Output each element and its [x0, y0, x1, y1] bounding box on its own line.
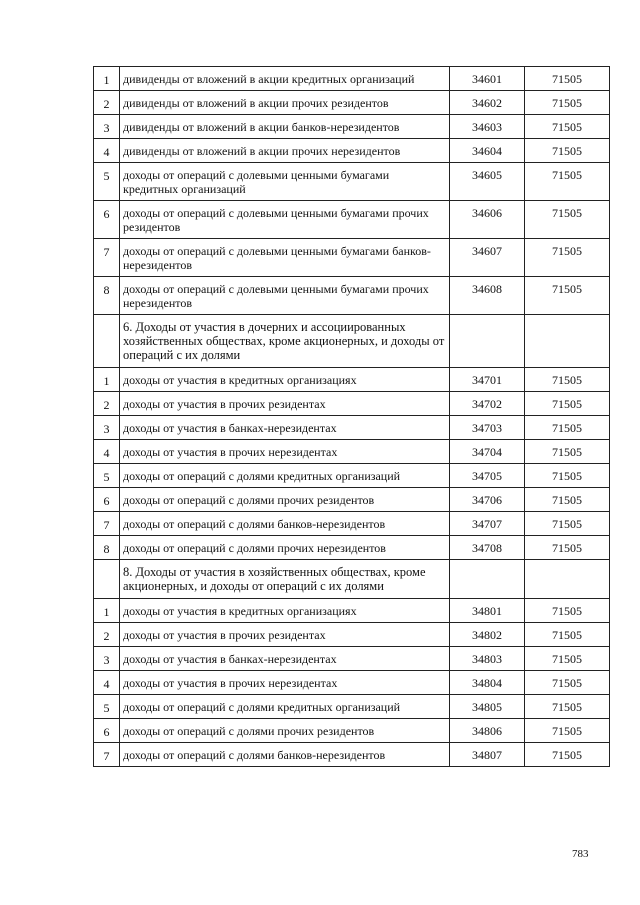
corr-account-cell: [525, 315, 610, 368]
account-number: 34603: [450, 115, 525, 139]
corr-account-number: 71505: [525, 536, 610, 560]
table-row: [94, 647, 610, 671]
corr-account-number: 71505: [525, 392, 610, 416]
corr-account-cell: [525, 560, 610, 599]
accounts-table-body: [94, 67, 610, 767]
section-heading-row: [94, 560, 610, 599]
corr-account-number: 71505: [525, 277, 610, 315]
corr-account-number: 71505: [525, 743, 610, 767]
table-row: [94, 599, 610, 623]
table-row: [94, 440, 610, 464]
corr-account-number: 71505: [525, 464, 610, 488]
corr-account-number: 71505: [525, 695, 610, 719]
account-number: 34608: [450, 277, 525, 315]
row-description: доходы от операций с долевыми ценными бумагами банков-нерезидентов: [120, 239, 450, 277]
row-number: 5: [94, 695, 120, 719]
row-description: доходы от операций с долями кредитных организаций: [120, 464, 450, 488]
table-row: [94, 201, 610, 239]
corr-account-number: 71505: [525, 201, 610, 239]
row-number-cell: [94, 560, 120, 599]
row-number: 2: [94, 392, 120, 416]
row-number: 6: [94, 719, 120, 743]
row-description: доходы от участия в прочих нерезидентах: [120, 671, 450, 695]
table-row: [94, 91, 610, 115]
account-number: 34702: [450, 392, 525, 416]
table-row: [94, 416, 610, 440]
table-row: [94, 695, 610, 719]
corr-account-number: 71505: [525, 91, 610, 115]
table-row: [94, 163, 610, 201]
row-number: 3: [94, 647, 120, 671]
row-description: доходы от участия в банках-нерезидентах: [120, 416, 450, 440]
table-row: [94, 536, 610, 560]
row-description: доходы от участия в банках-нерезидентах: [120, 647, 450, 671]
corr-account-number: 71505: [525, 647, 610, 671]
account-number: 34604: [450, 139, 525, 163]
row-number: 7: [94, 239, 120, 277]
account-number: 34708: [450, 536, 525, 560]
section-heading: 6. Доходы от участия в дочерних и ассоциированных хозяйственных обществах, кроме акционерных, и доходы от операций с их долями: [120, 315, 450, 368]
account-number: 34804: [450, 671, 525, 695]
account-number: 34807: [450, 743, 525, 767]
account-number: 34704: [450, 440, 525, 464]
table-row: [94, 139, 610, 163]
row-description: доходы от операций с долями банков-нерезидентов: [120, 512, 450, 536]
corr-account-number: 71505: [525, 139, 610, 163]
corr-account-number: 71505: [525, 599, 610, 623]
row-number: 4: [94, 440, 120, 464]
table-row: [94, 719, 610, 743]
account-number: 34707: [450, 512, 525, 536]
row-description: дивиденды от вложений в акции прочих нерезидентов: [120, 139, 450, 163]
table-row: [94, 623, 610, 647]
row-number: 2: [94, 623, 120, 647]
row-number: 1: [94, 599, 120, 623]
row-number-cell: [94, 315, 120, 368]
row-number: 5: [94, 464, 120, 488]
page-number: 783: [572, 848, 589, 860]
row-description: доходы от участия в кредитных организациях: [120, 368, 450, 392]
account-number: 34701: [450, 368, 525, 392]
row-description: доходы от операций с долевыми ценными бумагами кредитных организаций: [120, 163, 450, 201]
corr-account-number: 71505: [525, 368, 610, 392]
corr-account-number: 71505: [525, 416, 610, 440]
table-row: [94, 115, 610, 139]
row-number: 8: [94, 277, 120, 315]
row-description: дивиденды от вложений в акции прочих резидентов: [120, 91, 450, 115]
account-number: 34602: [450, 91, 525, 115]
row-number: 5: [94, 163, 120, 201]
row-description: доходы от операций с долями прочих нерезидентов: [120, 536, 450, 560]
account-number: 34803: [450, 647, 525, 671]
table-row: [94, 392, 610, 416]
row-number: 4: [94, 671, 120, 695]
account-cell: [450, 560, 525, 599]
row-number: 3: [94, 115, 120, 139]
section-heading-row: [94, 315, 610, 368]
corr-account-number: 71505: [525, 440, 610, 464]
row-description: доходы от операций с долевыми ценными бумагами прочих нерезидентов: [120, 277, 450, 315]
table-row: [94, 671, 610, 695]
account-number: 34806: [450, 719, 525, 743]
table-row: [94, 239, 610, 277]
row-number: 6: [94, 488, 120, 512]
row-number: 1: [94, 368, 120, 392]
row-description: доходы от операций с долевыми ценными бумагами прочих резидентов: [120, 201, 450, 239]
account-number: 34705: [450, 464, 525, 488]
row-number: 6: [94, 201, 120, 239]
corr-account-number: 71505: [525, 671, 610, 695]
accounts-table: [93, 66, 610, 767]
row-number: 7: [94, 512, 120, 536]
document-page: [93, 66, 609, 767]
corr-account-number: 71505: [525, 488, 610, 512]
row-number: 3: [94, 416, 120, 440]
row-number: 1: [94, 67, 120, 91]
corr-account-number: 71505: [525, 719, 610, 743]
account-number: 34801: [450, 599, 525, 623]
corr-account-number: 71505: [525, 512, 610, 536]
row-number: 4: [94, 139, 120, 163]
row-description: дивиденды от вложений в акции банков-нерезидентов: [120, 115, 450, 139]
row-description: доходы от участия в прочих резидентах: [120, 623, 450, 647]
table-row: [94, 743, 610, 767]
row-description: доходы от операций с долями прочих резидентов: [120, 719, 450, 743]
section-heading: 8. Доходы от участия в хозяйственных обществах, кроме акционерных, и доходы от операций с их долями: [120, 560, 450, 599]
account-number: 34606: [450, 201, 525, 239]
table-row: [94, 368, 610, 392]
row-description: доходы от операций с долями банков-нерезидентов: [120, 743, 450, 767]
table-row: [94, 512, 610, 536]
row-description: доходы от операций с долями прочих резидентов: [120, 488, 450, 512]
row-description: дивиденды от вложений в акции кредитных организаций: [120, 67, 450, 91]
corr-account-number: 71505: [525, 67, 610, 91]
row-number: 8: [94, 536, 120, 560]
account-number: 34601: [450, 67, 525, 91]
account-number: 34605: [450, 163, 525, 201]
corr-account-number: 71505: [525, 239, 610, 277]
row-number: 2: [94, 91, 120, 115]
corr-account-number: 71505: [525, 115, 610, 139]
row-description: доходы от участия в кредитных организациях: [120, 599, 450, 623]
account-number: 34805: [450, 695, 525, 719]
account-number: 34703: [450, 416, 525, 440]
row-description: доходы от участия в прочих нерезидентах: [120, 440, 450, 464]
account-cell: [450, 315, 525, 368]
table-row: [94, 67, 610, 91]
account-number: 34802: [450, 623, 525, 647]
table-row: [94, 277, 610, 315]
corr-account-number: 71505: [525, 623, 610, 647]
table-row: [94, 488, 610, 512]
account-number: 34706: [450, 488, 525, 512]
row-number: 7: [94, 743, 120, 767]
row-description: доходы от участия в прочих резидентах: [120, 392, 450, 416]
account-number: 34607: [450, 239, 525, 277]
table-row: [94, 464, 610, 488]
row-description: доходы от операций с долями кредитных организаций: [120, 695, 450, 719]
corr-account-number: 71505: [525, 163, 610, 201]
